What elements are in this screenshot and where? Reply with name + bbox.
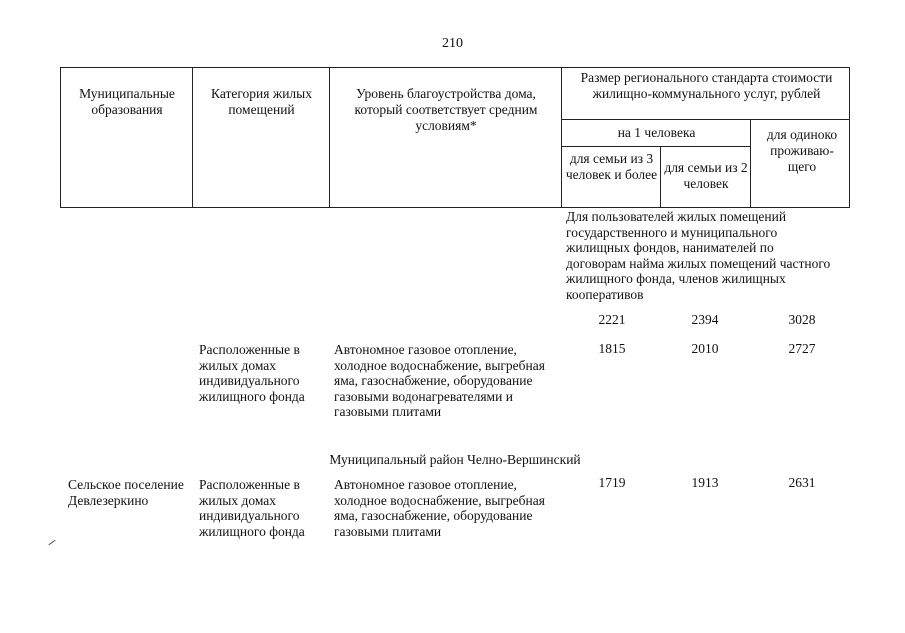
col-divider-1 <box>192 67 193 208</box>
header-municipal: Муниципальные образования <box>79 86 175 117</box>
users-note: Для пользователей жилых помещений государственного и муниципального жилищных фондов, нанимателей по договорам найма жилых помещений частного жилищного фонда, членов жилищных кооперативов <box>566 209 831 302</box>
scan-mark <box>48 540 55 545</box>
row1-value-family3: 2221 <box>598 312 626 327</box>
row1-value-single: 3028 <box>788 312 816 327</box>
row3-value-single: 2631 <box>788 475 816 490</box>
row3-level: Автономное газовое отопление, холодное водоснабжение, выгребная яма, газоснабжение, оборудование газовыми плитами <box>334 477 545 539</box>
header-category: Категория жилых помещений <box>211 86 312 117</box>
row-divider-1 <box>561 119 850 120</box>
header-per-person: на 1 человека <box>617 125 696 140</box>
page-number: 210 <box>442 36 463 51</box>
row1-value-family2: 2394 <box>691 312 719 327</box>
header-single: для одиноко проживаю-щего <box>766 127 838 174</box>
header-family2: для семьи из 2 человек <box>664 160 748 191</box>
row-divider-2 <box>561 146 750 147</box>
row3-category: Расположенные в жилых домах индивидуального жилищного фонда <box>199 477 305 539</box>
row3-municipality: Сельское поселение Девлезеркино <box>68 477 184 508</box>
row3-value-family3: 1719 <box>598 475 626 490</box>
header-level: Уровень благоустройства дома, который соответствует средним условиям* <box>354 86 538 133</box>
col-divider-2 <box>329 67 330 208</box>
row2-category: Расположенные в жилых домах индивидуального жилищного фонда <box>199 342 305 404</box>
col-divider-3 <box>561 67 562 208</box>
col-divider-4 <box>660 146 661 208</box>
district-heading: Муниципальный район Челно-Вершинский <box>329 452 581 467</box>
row2-level: Автономное газовое отопление, холодное водоснабжение, выгребная яма, газоснабжение, оборудование газовыми водонагревателями и газовыми плитами <box>334 342 545 419</box>
row3-value-family2: 1913 <box>691 475 719 490</box>
row2-value-single: 2727 <box>788 341 816 356</box>
row2-value-family2: 2010 <box>691 341 719 356</box>
header-family3: для семьи из 3 человек и более <box>565 151 658 182</box>
header-standard: Размер регионального стандарта стоимости жилищно-коммунального услуг, рублей <box>580 70 833 101</box>
col-divider-5 <box>750 119 751 208</box>
row2-value-family3: 1815 <box>598 341 626 356</box>
